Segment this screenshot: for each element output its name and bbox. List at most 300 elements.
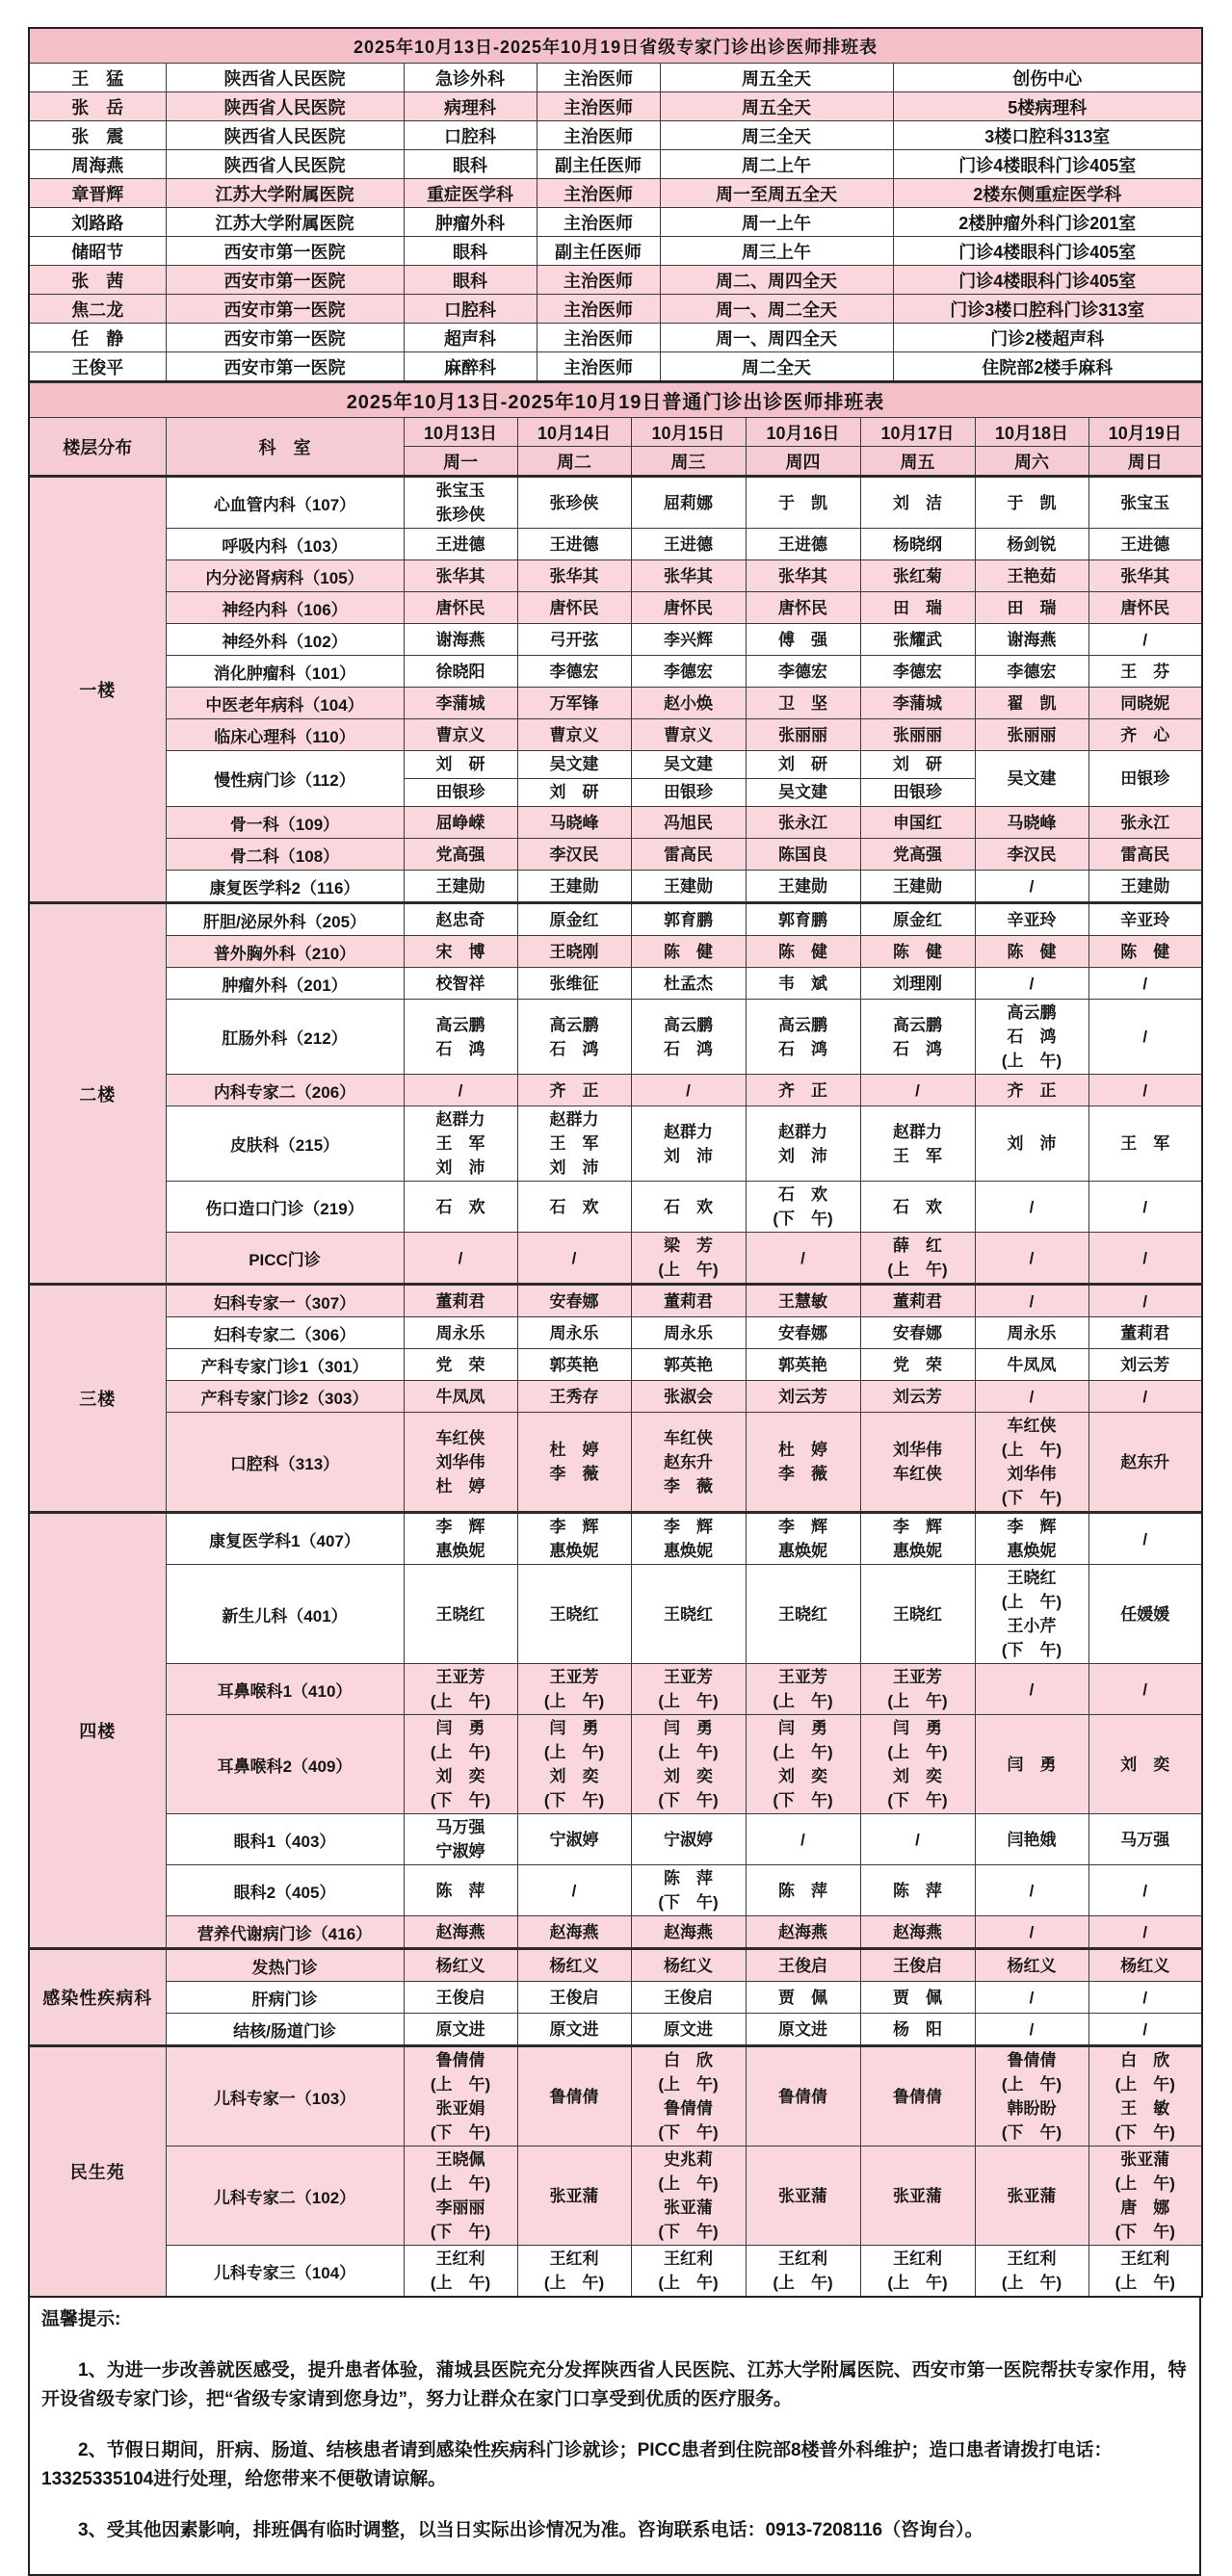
- expert-table-title: 2025年10月13日-2025年10月19日省级专家门诊出诊医师排班表: [29, 28, 1202, 64]
- note-item-2: 2、节假日期间，肝病、肠道、结核患者请到感染性疾病科门诊就诊；PICC患者到住院部8楼普外科维护；造口患者请拨打电话：13325335104进行处理，给您带来不便敬请谅解。: [41, 2440, 1113, 2489]
- doctor-schedule-cell: 杨红义: [975, 1949, 1088, 1982]
- doctor-schedule-cell: 王红利 (上 午): [975, 2246, 1088, 2298]
- doctor-schedule-cell: 陈 健: [631, 936, 746, 968]
- doctor-schedule-cell: 王晓红: [860, 1565, 975, 1664]
- doctor-schedule-cell: 石 欢: [517, 1182, 631, 1233]
- expert-name-cell: 张 茜: [29, 266, 166, 295]
- doctor-schedule-cell: 王俊启: [860, 1949, 975, 1982]
- expert-name-cell: 任 静: [29, 324, 166, 352]
- expert-department-cell: 眼科: [404, 150, 537, 179]
- expert-name-cell: 刘路路: [29, 208, 166, 237]
- doctor-schedule-cell: 谢海燕: [975, 624, 1088, 656]
- doctor-schedule-cell: 田 瑞: [860, 592, 975, 624]
- doctor-schedule-cell: 石 欢: [631, 1182, 746, 1233]
- department-name-cell: 妇科专家二（306）: [166, 1317, 404, 1349]
- doctor-schedule-cell: 张永江: [746, 807, 860, 839]
- doctor-schedule-cell: 王红利 (上 午): [746, 2246, 860, 2298]
- doctor-schedule-cell: 郭英艳: [517, 1349, 631, 1381]
- department-row: [29, 807, 1202, 839]
- expert-name-cell: 周海燕: [29, 150, 166, 179]
- doctor-schedule-cell: /: [517, 1865, 631, 1916]
- expert-table-row: [29, 64, 1202, 92]
- doctor-schedule-cell: 史兆莉 (上 午) 张亚蒲 (下 午): [631, 2147, 746, 2246]
- department-name-cell: 儿科专家一（103）: [166, 2046, 404, 2147]
- department-row: [29, 529, 1202, 560]
- doctor-schedule-cell: 赵海燕: [517, 1916, 631, 1949]
- doctor-schedule-cell: 马晓峰: [517, 807, 631, 839]
- expert-location-cell: 门诊4楼眼科门诊405室: [893, 150, 1202, 179]
- doctor-schedule-cell: /: [975, 2014, 1088, 2046]
- doctor-schedule-cell: 李兴辉: [631, 624, 746, 656]
- doctor-schedule-cell: 原文进: [631, 2014, 746, 2046]
- expert-table-row: [29, 121, 1202, 150]
- doctor-schedule-cell: 刘云芳: [1088, 1349, 1202, 1381]
- expert-name-cell: 储昭节: [29, 237, 166, 266]
- department-name-cell: 肛肠外科（212）: [166, 1000, 404, 1075]
- expert-location-cell: 门诊2楼超声科: [893, 324, 1202, 352]
- department-row: [29, 1664, 1202, 1715]
- department-name-cell: 发热门诊: [166, 1949, 404, 1982]
- department-row: [29, 1317, 1202, 1349]
- doctor-schedule-cell: 赵群力 王 军 刘 沛: [517, 1106, 631, 1182]
- department-name-cell: 神经内科（106）: [166, 592, 404, 624]
- doctor-schedule-cell: 王 芬: [1088, 656, 1202, 688]
- department-name-cell: 新生儿科（401）: [166, 1565, 404, 1664]
- expert-time-cell: 周一上午: [660, 208, 893, 237]
- doctor-schedule-cell: 田银珍: [1088, 751, 1202, 807]
- department-name-cell: 骨二科（108）: [166, 839, 404, 871]
- doctor-schedule-cell: 唐怀民: [1088, 592, 1202, 624]
- doctor-schedule-cell: 张淑会: [631, 1381, 746, 1413]
- doctor-schedule-cell: /: [975, 1233, 1088, 1285]
- doctor-schedule-cell: 高云鹏 石 鸿 (上 午): [975, 1000, 1088, 1075]
- doctor-schedule-cell: 冯旭民: [631, 807, 746, 839]
- doctor-schedule-cell: 车红侠 刘华伟 杜 婷: [404, 1413, 517, 1513]
- doctor-schedule-cell: 石 欢 (下 午): [746, 1182, 860, 1233]
- doctor-schedule-cell: 谢海燕: [404, 624, 517, 656]
- doctor-schedule-cell: 安春娜: [517, 1285, 631, 1317]
- floor-cell: 感染性疾病科: [29, 1949, 166, 2046]
- doctor-schedule-cell: 李德宏: [631, 656, 746, 688]
- department-row: [29, 751, 1202, 807]
- department-name-cell: 眼科2（405）: [166, 1865, 404, 1916]
- doctor-schedule-cell: 李 辉 惠焕妮: [631, 1513, 746, 1565]
- doctor-schedule-cell: 王晓红: [746, 1565, 860, 1664]
- doctor-schedule-cell: /: [975, 1285, 1088, 1317]
- doctor-schedule-cell: 张华其: [404, 560, 517, 592]
- doctor-schedule-cell: 董莉君: [404, 1285, 517, 1317]
- department-row: [29, 1381, 1202, 1413]
- expert-name-cell: 王俊平: [29, 352, 166, 382]
- expert-table-row: [29, 179, 1202, 208]
- department-name-cell: 普外胸外科（210）: [166, 936, 404, 968]
- doctor-schedule-cell: 闫艳娥: [975, 1814, 1088, 1865]
- doctor-schedule-cell: 王建勋: [404, 871, 517, 903]
- doctor-schedule-cell: 王晓红: [404, 1565, 517, 1664]
- doctor-schedule-cell: 刘华伟 车红侠: [860, 1413, 975, 1513]
- doctor-schedule-cell: 辛亚玲: [1088, 903, 1202, 936]
- doctor-schedule-cell: 宁淑婷: [517, 1814, 631, 1865]
- doctor-schedule-cell: 陈 萍 (下 午): [631, 1865, 746, 1916]
- doctor-schedule-cell: 李 辉 惠焕妮: [746, 1513, 860, 1565]
- doctor-schedule-cell: 王亚芳 (上 午): [517, 1664, 631, 1715]
- doctor-schedule-cell: 原文进: [404, 2014, 517, 2046]
- department-name-cell: 营养代谢病门诊（416）: [166, 1916, 404, 1949]
- table-row: [29, 28, 1202, 64]
- doctor-schedule-cell: 陈 健: [1088, 936, 1202, 968]
- doctor-schedule-cell: 王俊启: [404, 1982, 517, 2014]
- doctor-schedule-cell: 周永乐: [975, 1317, 1088, 1349]
- doctor-schedule-cell: 吴文建: [975, 751, 1088, 807]
- doctor-schedule-cell: 李德宏: [517, 656, 631, 688]
- doctor-schedule-cell: 张亚蒲: [975, 2147, 1088, 2246]
- doctor-schedule-cell: 张亚蒲: [860, 2147, 975, 2246]
- department-name-cell: PICC门诊: [166, 1233, 404, 1285]
- doctor-schedule-cell: 刘云芳: [860, 1381, 975, 1413]
- doctor-schedule-cell: 刘 奕: [1088, 1715, 1202, 1814]
- department-name-cell: 产科专家门诊1（301）: [166, 1349, 404, 1381]
- doctor-schedule-cell: 陈 健: [860, 936, 975, 968]
- department-row: [29, 2147, 1202, 2246]
- doctor-schedule-cell: 杨红义: [1088, 1949, 1202, 1982]
- doctor-schedule-cell: 韦 斌: [746, 968, 860, 1000]
- doctor-schedule-cell: 刘云芳: [746, 1381, 860, 1413]
- doctor-schedule-cell: 李蒲城: [404, 688, 517, 719]
- expert-time-cell: 周三上午: [660, 237, 893, 266]
- doctor-schedule-cell: 刘 研 田银珍: [860, 751, 975, 807]
- doctor-schedule-cell: 董莉君: [860, 1285, 975, 1317]
- doctor-schedule-cell: /: [1088, 1233, 1202, 1285]
- doctor-schedule-cell: 赵海燕: [860, 1916, 975, 1949]
- date-header-cell: 10月13日: [404, 418, 517, 447]
- expert-table-row: [29, 266, 1202, 295]
- doctor-schedule-cell: 陈国良: [746, 839, 860, 871]
- doctor-schedule-cell: 赵群力 王 军: [860, 1106, 975, 1182]
- doctor-schedule-cell: 白 欣 (上 午) 王 敏 (下 午): [1088, 2046, 1202, 2147]
- doctor-schedule-cell: 赵海燕: [631, 1916, 746, 1949]
- department-name-cell: 临床心理科（110）: [166, 719, 404, 751]
- doctor-schedule-cell: 周永乐: [404, 1317, 517, 1349]
- doctor-schedule-cell: /: [975, 1182, 1088, 1233]
- doctor-schedule-cell: 闫 勇 (上 午) 刘 奕 (下 午): [746, 1715, 860, 1814]
- notes-box: [28, 2298, 1201, 2576]
- table-row: [29, 383, 1202, 418]
- doctor-schedule-cell: 曹京义: [631, 719, 746, 751]
- doctor-schedule-cell: 李 辉 惠焕妮: [860, 1513, 975, 1565]
- doctor-schedule-cell: 杨晓纲: [860, 529, 975, 560]
- doctor-schedule-cell: 张华其: [631, 560, 746, 592]
- dept-column-header: 科 室: [166, 418, 404, 477]
- expert-table-row: [29, 208, 1202, 237]
- doctor-schedule-cell: 王建勋: [860, 871, 975, 903]
- department-row: [29, 1949, 1202, 1982]
- doctor-schedule-cell: 唐怀民: [517, 592, 631, 624]
- department-name-cell: 神经外科（102）: [166, 624, 404, 656]
- doctor-schedule-cell: 王建勋: [517, 871, 631, 903]
- doctor-schedule-cell: 闫 勇 (上 午) 刘 奕 (下 午): [404, 1715, 517, 1814]
- doctor-schedule-cell: /: [975, 968, 1088, 1000]
- schedule-sheet: [28, 27, 1201, 2576]
- doctor-schedule-cell: 张亚蒲: [746, 2147, 860, 2246]
- department-name-cell: 肝病门诊: [166, 1982, 404, 2014]
- doctor-schedule-cell: 王进德: [746, 529, 860, 560]
- doctor-schedule-cell: 翟 凯: [975, 688, 1088, 719]
- expert-department-cell: 眼科: [404, 266, 537, 295]
- doctor-schedule-cell: 白 欣 (上 午) 鲁倩倩 (下 午): [631, 2046, 746, 2147]
- doctor-schedule-cell: /: [1088, 1182, 1202, 1233]
- department-row: [29, 624, 1202, 656]
- department-name-cell: 肝胆/泌尿外科（205）: [166, 903, 404, 936]
- expert-table-row: [29, 295, 1202, 324]
- doctor-schedule-cell: 党 荣: [860, 1349, 975, 1381]
- doctor-schedule-cell: 牛凤凤: [404, 1381, 517, 1413]
- doctor-schedule-cell: 王亚芳 (上 午): [404, 1664, 517, 1715]
- doctor-schedule-cell: 陈 萍: [746, 1865, 860, 1916]
- doctor-schedule-cell: 唐怀民: [746, 592, 860, 624]
- doctor-schedule-cell: 杨红义: [404, 1949, 517, 1982]
- expert-name-cell: 章晋辉: [29, 179, 166, 208]
- doctor-schedule-cell: 薛 红 (上 午): [860, 1233, 975, 1285]
- doctor-schedule-cell: 党高强: [404, 839, 517, 871]
- doctor-schedule-cell: 张宝玉 张珍侠: [404, 477, 517, 529]
- doctor-schedule-cell: 唐怀民: [404, 592, 517, 624]
- expert-title-cell: 主治医师: [537, 352, 660, 382]
- expert-hospital-cell: 西安市第一医院: [166, 352, 404, 382]
- department-row: [29, 719, 1202, 751]
- table-header-dates: [29, 418, 1202, 447]
- doctor-schedule-cell: /: [1088, 1000, 1202, 1075]
- department-row: [29, 1106, 1202, 1182]
- expert-location-cell: 5楼病理科: [893, 92, 1202, 121]
- department-name-cell: 产科专家门诊2（303）: [166, 1381, 404, 1413]
- expert-schedule-table: [28, 27, 1203, 382]
- department-row: [29, 2246, 1202, 2298]
- doctor-schedule-cell: /: [1088, 1285, 1202, 1317]
- expert-hospital-cell: 西安市第一医院: [166, 266, 404, 295]
- department-row: [29, 1513, 1202, 1565]
- expert-department-cell: 病理科: [404, 92, 537, 121]
- doctor-schedule-cell: 傅 强: [746, 624, 860, 656]
- doctor-schedule-cell: 田 瑞: [975, 592, 1088, 624]
- doctor-schedule-cell: 赵海燕: [404, 1916, 517, 1949]
- department-row: [29, 2014, 1202, 2046]
- doctor-schedule-cell: 齐 正: [746, 1075, 860, 1106]
- weekday-header-cell: 周四: [746, 447, 860, 477]
- doctor-schedule-cell: /: [1088, 1664, 1202, 1715]
- doctor-schedule-cell: /: [404, 1233, 517, 1285]
- department-name-cell: 心血管内科（107）: [166, 477, 404, 529]
- doctor-schedule-cell: 赵群力 王 军 刘 沛: [404, 1106, 517, 1182]
- doctor-schedule-cell: 原金红: [517, 903, 631, 936]
- doctor-schedule-cell: 雷高民: [631, 839, 746, 871]
- doctor-schedule-cell: 王建勋: [631, 871, 746, 903]
- doctor-schedule-cell: /: [631, 1075, 746, 1106]
- doctor-schedule-cell: 刘 洁: [860, 477, 975, 529]
- doctor-schedule-cell: 陈 萍: [860, 1865, 975, 1916]
- doctor-schedule-cell: 马晓峰: [975, 807, 1088, 839]
- department-name-cell: 康复医学科1（407）: [166, 1513, 404, 1565]
- doctor-schedule-cell: 李 辉 惠焕妮: [975, 1513, 1088, 1565]
- doctor-schedule-cell: 王亚芳 (上 午): [631, 1664, 746, 1715]
- expert-hospital-cell: 西安市第一医院: [166, 295, 404, 324]
- doctor-schedule-cell: 张丽丽: [746, 719, 860, 751]
- weekday-header-cell: 周三: [631, 447, 746, 477]
- doctor-schedule-cell: 王俊启: [631, 1982, 746, 2014]
- doctor-schedule-cell: 贾 佩: [860, 1982, 975, 2014]
- doctor-schedule-cell: 齐 正: [517, 1075, 631, 1106]
- expert-title-cell: 主治医师: [537, 92, 660, 121]
- doctor-schedule-cell: 李 辉 惠焕妮: [517, 1513, 631, 1565]
- doctor-schedule-cell: 任媛媛: [1088, 1565, 1202, 1664]
- doctor-schedule-cell: 刘 沛: [975, 1106, 1088, 1182]
- doctor-schedule-cell: 雷高民: [1088, 839, 1202, 871]
- expert-time-cell: 周二全天: [660, 352, 893, 382]
- doctor-schedule-cell: 万军锋: [517, 688, 631, 719]
- doctor-schedule-cell: 杨红义: [517, 1949, 631, 1982]
- department-row: [29, 1865, 1202, 1916]
- expert-department-cell: 口腔科: [404, 295, 537, 324]
- doctor-schedule-cell: /: [1088, 1381, 1202, 1413]
- doctor-schedule-cell: 高云鹏 石 鸿: [746, 1000, 860, 1075]
- doctor-schedule-cell: 董莉君: [631, 1285, 746, 1317]
- doctor-schedule-cell: /: [860, 1075, 975, 1106]
- expert-location-cell: 2楼肿瘤外科门诊201室: [893, 208, 1202, 237]
- department-row: [29, 1916, 1202, 1949]
- department-name-cell: 呼吸内科（103）: [166, 529, 404, 560]
- doctor-schedule-cell: /: [746, 1233, 860, 1285]
- doctor-schedule-cell: 郭英艳: [746, 1349, 860, 1381]
- doctor-schedule-cell: 车红侠 (上 午) 刘华伟 (下 午): [975, 1413, 1088, 1513]
- doctor-schedule-cell: 刘 研 吴文建: [746, 751, 860, 807]
- doctor-schedule-cell: /: [1088, 1982, 1202, 2014]
- doctor-schedule-cell: 张亚蒲 (上 午) 唐 娜 (下 午): [1088, 2147, 1202, 2246]
- doctor-schedule-cell: 张维征: [517, 968, 631, 1000]
- expert-title-cell: 主治医师: [537, 295, 660, 324]
- doctor-schedule-cell: 卫 坚: [746, 688, 860, 719]
- doctor-schedule-cell: 陈 健: [975, 936, 1088, 968]
- department-name-cell: 内分泌肾病科（105）: [166, 560, 404, 592]
- doctor-schedule-cell: /: [404, 1075, 517, 1106]
- doctor-schedule-cell: 王亚芳 (上 午): [746, 1664, 860, 1715]
- doctor-schedule-cell: /: [975, 1916, 1088, 1949]
- floor-column-header: 楼层分布: [29, 418, 166, 477]
- doctor-schedule-cell: 郭英艳: [631, 1349, 746, 1381]
- doctor-schedule-cell: /: [975, 1982, 1088, 2014]
- general-schedule-table: [28, 382, 1203, 2298]
- doctor-schedule-cell: 弓开弦: [517, 624, 631, 656]
- doctor-schedule-cell: 马万强 宁淑婷: [404, 1814, 517, 1865]
- note-item-3: 3、受其他因素影响，排班偶有临时调整，以当日实际出诊情况为准。咨询联系电话：0913-7208116（咨询台）。: [78, 2520, 983, 2541]
- department-name-cell: 耳鼻喉科1（410）: [166, 1664, 404, 1715]
- doctor-schedule-cell: 王慧敏: [746, 1285, 860, 1317]
- doctor-schedule-cell: 原文进: [746, 2014, 860, 2046]
- doctor-schedule-cell: /: [746, 1814, 860, 1865]
- doctor-schedule-cell: 张永江: [1088, 807, 1202, 839]
- department-name-cell: 康复医学科2（116）: [166, 871, 404, 903]
- doctor-schedule-cell: 高云鹏 石 鸿: [517, 1000, 631, 1075]
- doctor-schedule-cell: 王进德: [631, 529, 746, 560]
- doctor-schedule-cell: 杜 婷 李 薇: [746, 1413, 860, 1513]
- doctor-schedule-cell: 王秀存: [517, 1381, 631, 1413]
- expert-hospital-cell: 江苏大学附属医院: [166, 179, 404, 208]
- doctor-schedule-cell: 张宝玉: [1088, 477, 1202, 529]
- doctor-schedule-cell: 张华其: [1088, 560, 1202, 592]
- doctor-schedule-cell: 李德宏: [860, 656, 975, 688]
- expert-time-cell: 周五全天: [660, 92, 893, 121]
- department-row: [29, 2046, 1202, 2147]
- doctor-schedule-cell: 鲁倩倩 (上 午) 张亚娟 (下 午): [404, 2046, 517, 2147]
- expert-title-cell: 主治医师: [537, 179, 660, 208]
- doctor-schedule-cell: 王晓佩 (上 午) 李丽丽 (下 午): [404, 2147, 517, 2246]
- department-name-cell: 皮肤科（215）: [166, 1106, 404, 1182]
- expert-time-cell: 周一、周四全天: [660, 324, 893, 352]
- expert-location-cell: 2楼东侧重症医学科: [893, 179, 1202, 208]
- department-row: [29, 592, 1202, 624]
- note-item-1: 1、为进一步改善就医感受，提升患者体验，蒲城县医院充分发挥陕西省人民医院、江苏大学附属医院、西安市第一医院帮扶专家作用，特开设省级专家门诊，把“省级专家请到您身边”，努力让群众在家门口享受到优质的医疗服务。: [41, 2360, 1187, 2409]
- doctor-schedule-cell: 王晓红: [631, 1565, 746, 1664]
- weekday-header-cell: 周日: [1088, 447, 1202, 477]
- doctor-schedule-cell: /: [1088, 2014, 1202, 2046]
- doctor-schedule-cell: 贾 佩: [746, 1982, 860, 2014]
- expert-hospital-cell: 陕西省人民医院: [166, 64, 404, 92]
- expert-department-cell: 眼科: [404, 237, 537, 266]
- expert-hospital-cell: 陕西省人民医院: [166, 150, 404, 179]
- department-name-cell: 伤口造口门诊（219）: [166, 1182, 404, 1233]
- doctor-schedule-cell: 鲁倩倩: [517, 2046, 631, 2147]
- doctor-schedule-cell: 李蒲城: [860, 688, 975, 719]
- doctor-schedule-cell: 原文进: [517, 2014, 631, 2046]
- expert-location-cell: 门诊3楼口腔科门诊313室: [893, 295, 1202, 324]
- department-row: [29, 903, 1202, 936]
- doctor-schedule-cell: 马万强: [1088, 1814, 1202, 1865]
- expert-department-cell: 急诊外科: [404, 64, 537, 92]
- department-row: [29, 871, 1202, 903]
- doctor-schedule-cell: 王建勋: [746, 871, 860, 903]
- doctor-schedule-cell: 屈峥嵘: [404, 807, 517, 839]
- doctor-schedule-cell: 王红利 (上 午): [517, 2246, 631, 2298]
- doctor-schedule-cell: 高云鹏 石 鸿: [404, 1000, 517, 1075]
- expert-department-cell: 超声科: [404, 324, 537, 352]
- doctor-schedule-cell: 董莉君: [1088, 1317, 1202, 1349]
- expert-hospital-cell: 陕西省人民医院: [166, 121, 404, 150]
- doctor-schedule-cell: 张红菊: [860, 560, 975, 592]
- doctor-schedule-cell: 闫 勇 (上 午) 刘 奕 (下 午): [860, 1715, 975, 1814]
- doctor-schedule-cell: 王建勋: [1088, 871, 1202, 903]
- department-name-cell: 耳鼻喉科2（409）: [166, 1715, 404, 1814]
- department-row: [29, 1000, 1202, 1075]
- doctor-schedule-cell: 李德宏: [746, 656, 860, 688]
- date-header-cell: 10月16日: [746, 418, 860, 447]
- doctor-schedule-cell: 曹京义: [517, 719, 631, 751]
- doctor-schedule-cell: 赵小焕: [631, 688, 746, 719]
- expert-hospital-cell: 江苏大学附属医院: [166, 208, 404, 237]
- doctor-schedule-cell: 周永乐: [517, 1317, 631, 1349]
- department-row: [29, 1814, 1202, 1865]
- date-header-cell: 10月19日: [1088, 418, 1202, 447]
- doctor-schedule-cell: 王亚芳 (上 午): [860, 1664, 975, 1715]
- doctor-schedule-cell: 安春娜: [860, 1317, 975, 1349]
- expert-table-row: [29, 237, 1202, 266]
- doctor-schedule-cell: 张丽丽: [860, 719, 975, 751]
- doctor-schedule-cell: 李 辉 惠焕妮: [404, 1513, 517, 1565]
- doctor-schedule-cell: 吴文建 田银珍: [631, 751, 746, 807]
- expert-location-cell: 门诊4楼眼科门诊405室: [893, 237, 1202, 266]
- doctor-schedule-cell: /: [1088, 624, 1202, 656]
- floor-cell: 二楼: [29, 903, 166, 1285]
- doctor-schedule-cell: /: [1088, 1916, 1202, 1949]
- doctor-schedule-cell: 同晓妮: [1088, 688, 1202, 719]
- doctor-schedule-cell: 张华其: [746, 560, 860, 592]
